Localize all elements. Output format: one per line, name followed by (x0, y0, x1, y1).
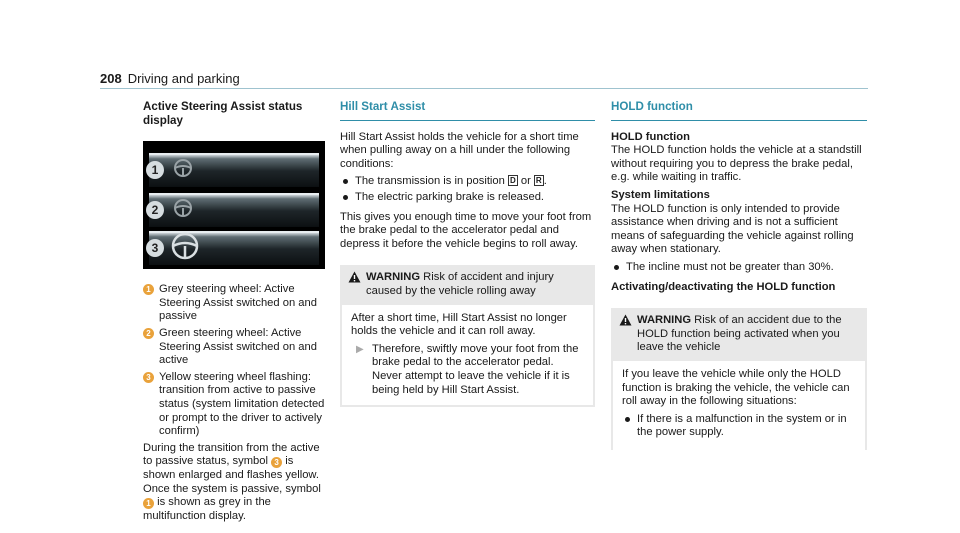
column-steering-assist (143, 100, 325, 527)
hill-start-title: Hill Start Assist (340, 100, 595, 121)
warning-situations-list (622, 413, 856, 440)
list-item: The transmission is in position D or R . (340, 175, 595, 189)
legend-text: Yellow steering wheel flashing: transition from active to passive status (system limitation detected or prompt to the driver to actively confirm) (159, 370, 325, 438)
list-item: The electric parking brake is released. (340, 191, 595, 205)
gear-d-key-icon: D (509, 176, 516, 186)
page-header (100, 71, 240, 86)
warning-body-text: If you leave the vehicle while only the HOLD function is braking the vehicle, the vehicle can roll away in the following situations: (622, 367, 850, 408)
inline-symbol-badge: 1 (143, 498, 154, 509)
bullet-icon (343, 179, 348, 184)
hill-start-intro: Hill Start Assist holds the vehicle for a short time when pulling away on a hill under the following conditions: (340, 130, 579, 170)
warning-triangle-icon (348, 271, 361, 283)
figure-label-2: 2 (146, 201, 164, 219)
legend-item-3 (143, 371, 325, 439)
warning-label: WARNING (366, 271, 421, 284)
header-rule (100, 88, 868, 89)
warning-header (340, 265, 595, 304)
hold-warning (611, 308, 867, 450)
hold-paragraph: The HOLD function holds the vehicle at a standstill without requiring you to depress the brake pedal, e.g. while waiting in traffic. (611, 144, 862, 184)
hold-subheading: HOLD function (611, 130, 690, 143)
gear-r-key-icon: R (535, 176, 542, 186)
steering-wheel-grey-icon (172, 157, 194, 179)
hill-start-conditions (340, 175, 595, 204)
bullet-icon (343, 195, 348, 200)
legend-item-2 (143, 327, 325, 368)
system-limitations-heading: System limitations (611, 188, 710, 201)
section-name: Driving and parking (127, 71, 240, 86)
warning-body (340, 305, 595, 408)
list-item: The incline must not be greater than 30%. (611, 261, 867, 275)
hold-limitations-list (611, 261, 867, 275)
page-number: 208 (100, 71, 122, 86)
system-limitations-paragraph: The HOLD function is only intended to provide assistance when driving and is not a sufficient means of safeguarding the vehicle against rolling away when stationary. (611, 202, 854, 256)
column-hold-function (611, 100, 867, 450)
hill-start-paragraph: This gives you enough time to move your foot from the brake pedal to the accelerator pedal and depress it before the vehicle begins to roll away. (340, 210, 592, 250)
legend-text: Green steering wheel: Active Steering Assist switched on and active (159, 326, 317, 367)
activating-heading: Activating/deactivating the HOLD function (611, 280, 836, 293)
steering-wheel-green-icon (172, 197, 194, 219)
warning-label: WARNING (637, 314, 692, 327)
warning-head-text: Risk of accident and injury caused by the vehicle rolling away (366, 271, 554, 297)
warning-body-text: After a short time, Hill Start Assist no longer holds the vehicle and it can roll away. (351, 311, 567, 338)
figure-label-3: 3 (146, 239, 164, 257)
legend-text: Grey steering wheel: Active Steering Assist switched on and passive (159, 283, 317, 323)
transition-paragraph: During the transition from the active to passive status, symbol 3 is shown enlarged and flashes yellow. Once the system is passive, symbol 1 is shown as grey in the multifunction display. (143, 441, 321, 522)
bullet-icon (614, 265, 619, 270)
warning-action (351, 343, 584, 397)
action-arrow-icon: ▶ (356, 343, 364, 355)
warning-action-text: Therefore, swiftly move your foot from the brake pedal to the accelerator pedal. Never attempt to leave the vehicle if it is being held by Hill Start Assist. (372, 342, 579, 396)
legend-item-1 (143, 283, 325, 324)
steering-assist-title: Active Steering Assist status display (143, 100, 303, 127)
figure-label-1: 1 (146, 161, 164, 179)
legend-badge: 3 (143, 372, 154, 383)
steering-wheel-yellow-icon (170, 231, 200, 261)
column-hill-start-assist (340, 100, 595, 407)
steering-status-figure (143, 141, 325, 269)
hold-title: HOLD function (611, 100, 867, 121)
warning-triangle-icon (619, 314, 632, 326)
warning-head-text: Risk of an accident due to the HOLD function being activated when you leave the vehicle (637, 314, 842, 354)
warning-header (611, 308, 867, 361)
bullet-icon (625, 417, 630, 422)
hill-start-warning (340, 265, 595, 407)
list-item: If there is a malfunction in the system or in the power supply. (622, 413, 856, 440)
legend-badge: 2 (143, 328, 154, 339)
warning-body (611, 361, 867, 450)
legend-badge: 1 (143, 284, 154, 295)
inline-symbol-badge: 3 (271, 457, 282, 468)
